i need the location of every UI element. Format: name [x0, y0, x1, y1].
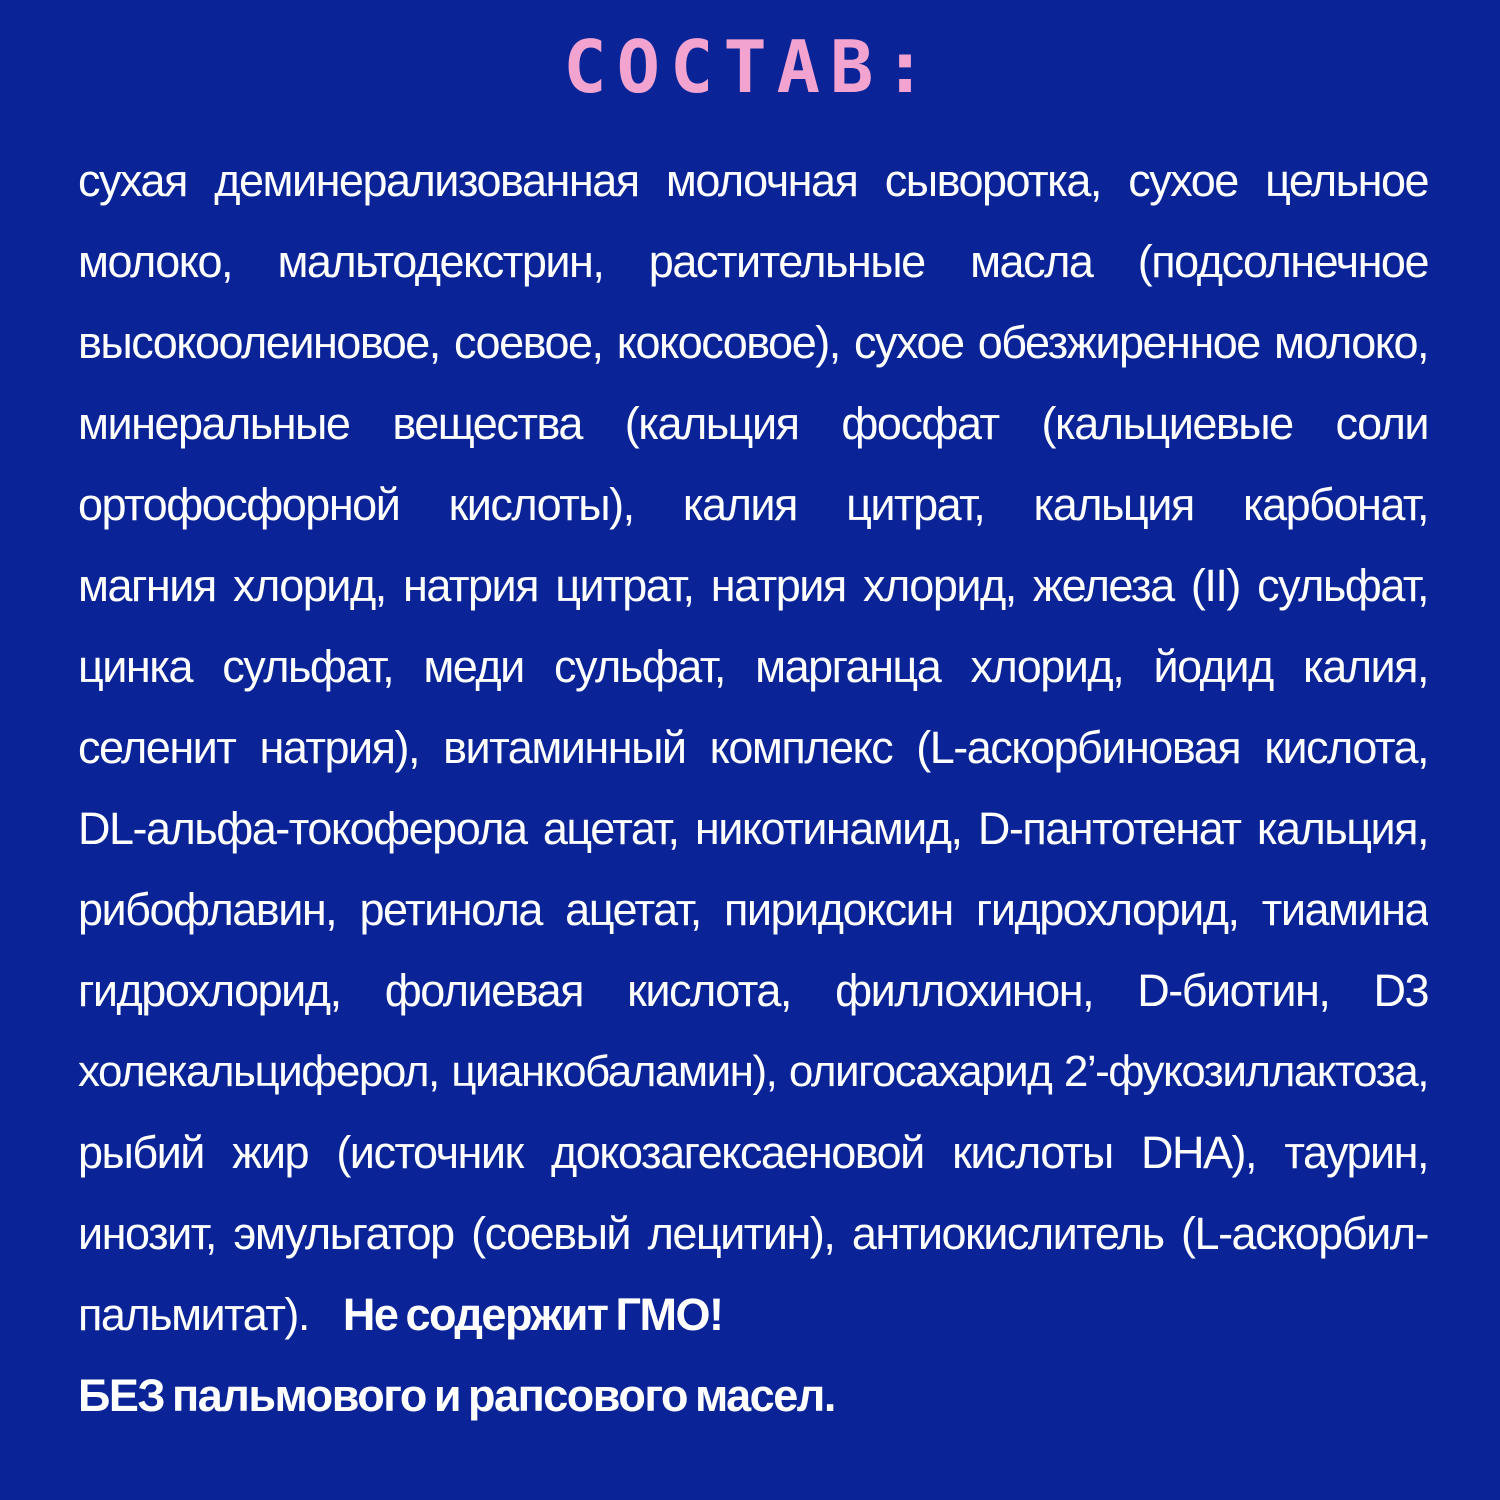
ingredients-line: рыбий жир (источник докозагексаеновой кислоты DHA), таурин,: [78, 1127, 1428, 1178]
ingredients-line: DL-альфа-токоферола ацетат, никотинамид, D-пантотенат кальция,: [78, 803, 1428, 854]
no-gmo-notice: Не содержит ГМО!: [342, 1289, 723, 1340]
ingredients-line: цинка сульфат, меди сульфат, марганца хлорид, йодид калия,: [78, 641, 1428, 692]
ingredients-text: [78, 140, 1428, 1436]
no-palm-rapeseed-notice: БЕЗ пальмового и рапсового масел.: [78, 1370, 835, 1421]
ingredients-last-text: пальмитат).: [78, 1289, 309, 1340]
ingredients-line: инозит, эмульгатор (соевый лецитин), антиокислитель (L-аскорбил-: [78, 1208, 1428, 1259]
ingredients-line: минеральные вещества (кальция фосфат (кальциевые соли: [78, 398, 1428, 449]
ingredients-line: гидрохлорид, фолиевая кислота, филлохинон, D-биотин, D3: [78, 965, 1428, 1016]
ingredients-line: магния хлорид, натрия цитрат, натрия хлорид, железа (II) сульфат,: [78, 560, 1428, 611]
ingredients-line: селенит натрия), витаминный комплекс (L-аскорбиновая кислота,: [78, 722, 1428, 773]
ingredients-line: холекальциферол, цианкобаламин), олигосахарид 2’-фукозиллактоза,: [78, 1047, 1428, 1096]
ingredients-line: рибофлавин, ретинола ацетат, пиридоксин гидрохлорид, тиамина: [78, 884, 1428, 935]
composition-title: СОСТАВ:: [563, 25, 937, 109]
ingredients-line: сухая деминерализованная молочная сыворотка, сухое цельное: [78, 155, 1428, 206]
ingredients-line: высокоолеиновое, соевое, кокосовое), сухое обезжиренное молоко,: [78, 317, 1428, 368]
ingredients-last-line: [78, 1274, 1428, 1355]
ingredients-line: молоко, мальтодекстрин, растительные масла (подсолнечное: [78, 236, 1428, 287]
ingredients-line: ортофосфорной кислоты), калия цитрат, кальция карбонат,: [78, 479, 1428, 530]
